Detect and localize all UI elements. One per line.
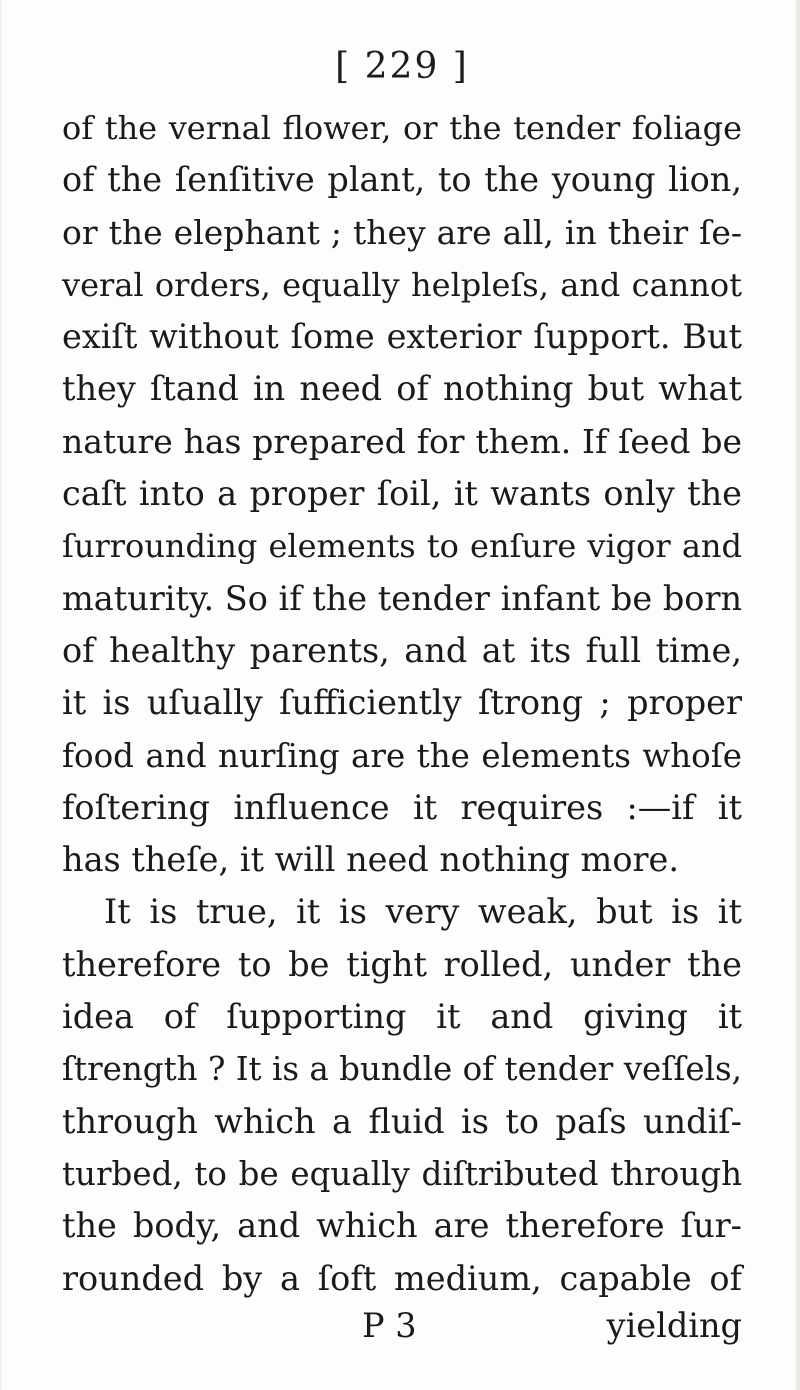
text-line: therefore to be tight rolled, under the bbox=[62, 944, 742, 984]
text-line: idea of ſupporting it and giving it bbox=[62, 997, 742, 1037]
body-text bbox=[62, 102, 742, 1305]
text-line: veral orders, equally helpleſs, and cannot bbox=[62, 265, 742, 304]
page-number-header: [ 229 ] bbox=[335, 46, 469, 87]
text-line: rounded by a ſoft medium, capable of bbox=[62, 1258, 742, 1298]
text-line: of the ſenſitive plant, to the young lion, bbox=[62, 160, 742, 200]
text-line: the body, and which are therefore ſur- bbox=[62, 1206, 742, 1246]
text-line: through which a fluid is to paſs undiſ- bbox=[62, 1101, 742, 1141]
text-line: it is uſually ſufficiently ſtrong ; proper bbox=[62, 683, 742, 723]
text-line: or the elephant ; they are all, in their ſe- bbox=[62, 212, 742, 252]
text-line: exiſt without ſome exterior ſupport. But bbox=[62, 317, 742, 357]
catchword: yielding bbox=[606, 1306, 742, 1345]
paragraph-first-line: It is true, it is very weak, but is it bbox=[104, 892, 742, 932]
text-line: food and nurſing are the elements whoſe bbox=[62, 736, 742, 775]
text-line: ſurrounding elements to enſure vigor and bbox=[62, 527, 742, 566]
signature-mark: P 3 bbox=[362, 1306, 417, 1345]
page-footer bbox=[62, 1306, 742, 1356]
text-line: of healthy parents, and at its full time, bbox=[62, 630, 742, 670]
text-line: ſtrength ? It is a bundle of tender veſſels, bbox=[62, 1050, 742, 1089]
text-line: they ſtand in need of nothing but what bbox=[62, 369, 742, 409]
text-line: foſtering influence it requires :—if it bbox=[62, 787, 742, 827]
text-line: of the vernal flower, or the tender foliage bbox=[62, 109, 742, 147]
text-line: maturity. So if the tender infant be born bbox=[62, 578, 743, 618]
text-line: caſt into a proper ſoil, it wants only the bbox=[62, 474, 742, 514]
paragraph-last-line: has theſe, it will need nothing more. bbox=[62, 840, 679, 880]
text-line: nature has prepared for them. If ſeed be bbox=[62, 421, 742, 461]
text-line: turbed, to be equally diſtributed through bbox=[62, 1154, 742, 1193]
